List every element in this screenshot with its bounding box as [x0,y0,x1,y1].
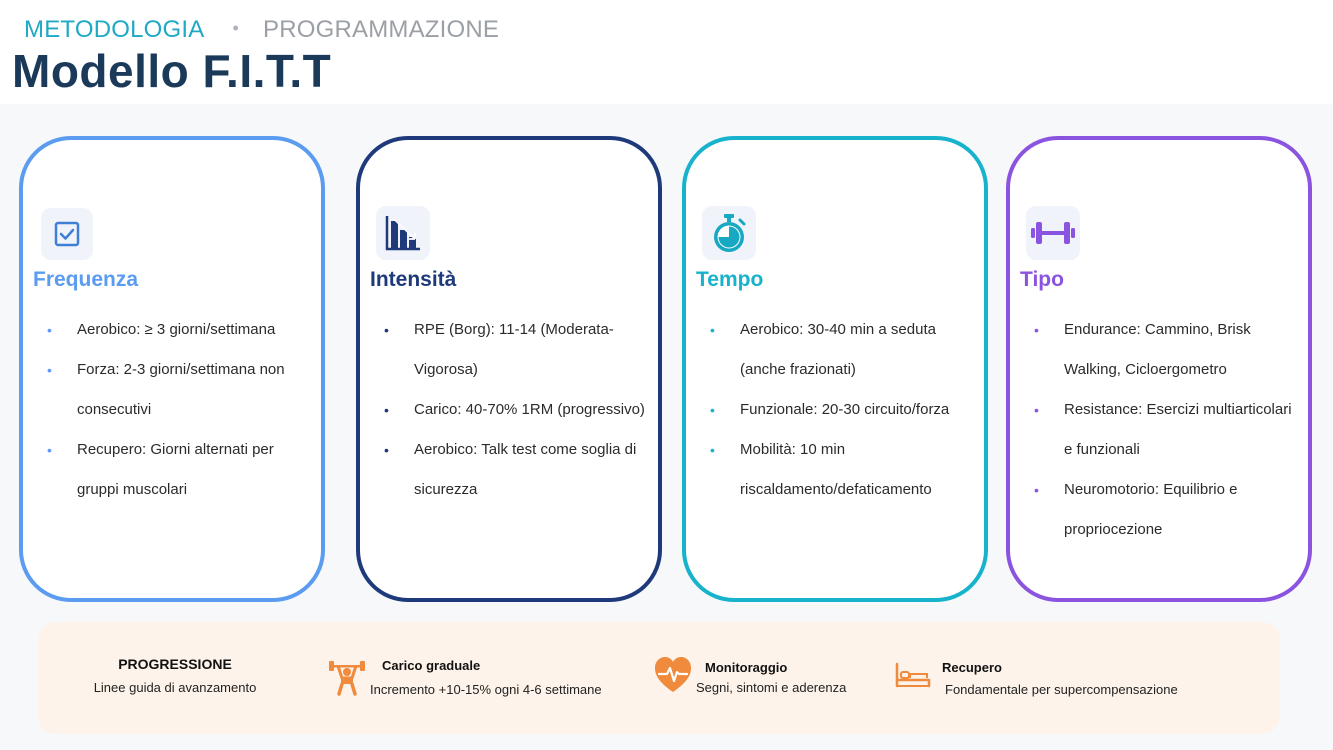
card-intensita [356,136,662,602]
list-item: • Forza: 2-3 giorni/settimana non consecutivi [47,350,309,430]
stopwatch-icon [702,206,756,260]
list-item: • Resistance: Esercizi multiarticolari e funzionali [1034,390,1296,470]
progression-item-title: Monitoraggio [705,660,788,675]
page-title: Modello F.I.T.T [12,45,332,97]
progression-item-text: Fondamentale per supercompensazione [945,682,1178,697]
breadcrumb-subsection: PROGRAMMAZIONE [262,16,500,43]
card-frequenza [19,136,325,602]
card-title: Frequenza [33,268,139,291]
breadcrumb-separator: • [232,18,239,38]
bed-icon [894,656,932,696]
progression-item-text: Segni, sintomi e aderenza [696,680,847,695]
breadcrumb [24,16,499,44]
progression-subtitle: Linee guida di avanzamento [93,680,257,695]
list-item: • Aerobico: Talk test come soglia di sicurezza [384,430,646,510]
card-list [1034,310,1296,550]
progression-header [60,656,290,695]
progression-item-title: Carico graduale [382,658,481,673]
card-list [47,310,309,510]
card-title: Intensità [370,268,457,291]
card-title: Tipo [1020,268,1064,291]
list-item: • RPE (Borg): 11-14 (Moderata-Vigorosa) [384,310,646,390]
list-item: • Aerobico: ≥ 3 giorni/settimana [47,310,309,350]
progression-item-text: Incremento +10-15% ogni 4-6 settimane [370,682,602,697]
progression-panel [38,622,1280,734]
list-item: • Endurance: Cammino, Brisk Walking, Cicloergometro [1034,310,1296,390]
list-item: • Neuromotorio: Equilibrio e propriocezione [1034,470,1296,550]
card-tipo [1006,136,1312,602]
list-item: • Recupero: Giorni alternati per gruppi muscolari [47,430,309,510]
card-list [710,310,972,510]
list-item: • Aerobico: 30-40 min a seduta (anche frazionati) [710,310,972,390]
bar-chart-icon [376,206,430,260]
breadcrumb-section: METODOLOGIA [24,16,205,43]
weightlifter-icon [328,656,366,696]
progression-item-title: Recupero [942,660,1002,675]
heartbeat-icon [654,656,692,696]
list-item: • Mobilità: 10 min riscaldamento/defaticamento [710,430,972,510]
list-item: • Carico: 40-70% 1RM (progressivo) [384,390,646,430]
checkbox-icon [41,208,93,260]
card-title: Tempo [696,268,764,291]
header [0,0,1333,104]
dumbbell-icon [1026,206,1080,260]
list-item: • Funzionale: 20-30 circuito/forza [710,390,972,430]
progression-title: PROGRESSIONE [118,656,232,672]
card-tempo [682,136,988,602]
card-list [384,310,646,510]
